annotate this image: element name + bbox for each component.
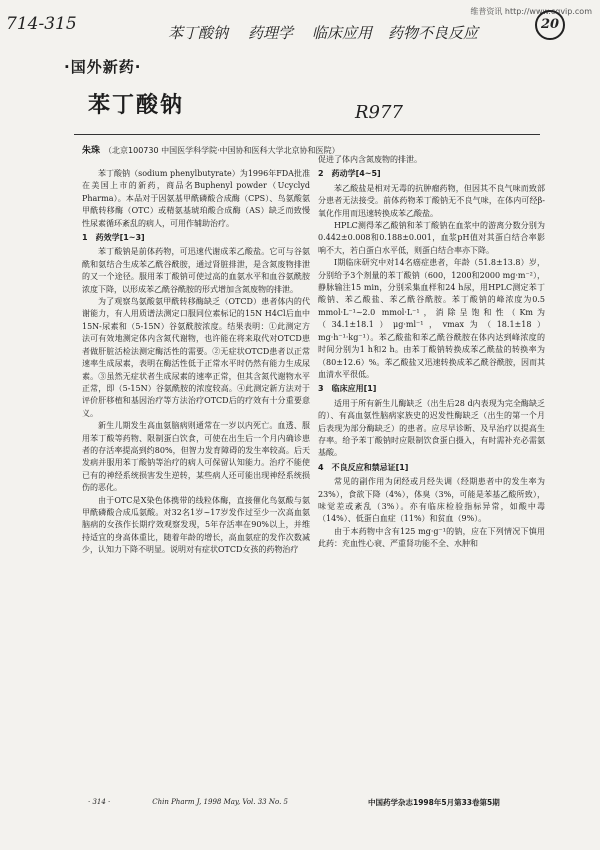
handwritten-keyword-2: 药理学 [248, 24, 294, 42]
handwritten-class-number: R977 [355, 102, 403, 123]
intro-paragraph: 苯丁酸钠（sodium phenylbutyrate）为1996年FDA批准在美国上市的新药，商品名Buphenyl powder（Ucyclyd Pharma）。本品对于因氨基甲酰磷酸合成酶（CPS）、鸟氨酸氨甲酰转移酶（OTC）或精氨基琥珀酸合成酶（AS）缺乏而致慢性尿素循环紊乱的病人，可用作辅助治疗。 [82, 169, 310, 228]
handwritten-code: 714-315 [6, 14, 77, 34]
footer-left: · 314 · Chin Pharm J, 1998 May, Vol. 33 No. 5 [88, 798, 288, 806]
author-line [82, 143, 340, 156]
heading-clinical-use: 3 临床应用[1] [318, 384, 377, 394]
author-name: 朱珠 [82, 146, 101, 156]
heading-pharmacodynamics: 1 药效学[1~3] [82, 233, 145, 243]
watermark: 维普资讯 http://www.cqvip.com [470, 7, 592, 16]
section-heading: ·国外新药· [64, 58, 142, 76]
paragraph: 促进了体内含氮废物的排泄。 [318, 155, 422, 164]
paragraph: Ⅰ期临床研究中对14名癌症患者，年龄（51.8±13.8）岁，分别给予3个剂量的苯丁酸钠（600，1200和2000 mg·m⁻²），静脉输注15 min，分别采集血样和24 h尿，用HPLC测定苯丁酸钠、苯乙酸盐、苯乙酰谷酰胺。苯丁酸钠的峰浓度为0.5 mmol·L⁻¹~2.0 mmol·L⁻¹，消除呈饱和性（Km为（34.1±18.1）μg·ml⁻¹，vmax为（18.1±18）mg·h⁻¹·kg⁻¹）。苯乙酸盐和苯乙酰谷酰胺在体内达到峰浓度的时间分别为1 h和2 h。由苯丁酸钠转换成苯乙酰盐的转换率为（80±12.6）%。苯乙酸盐又迅速转换成苯乙酰谷酰胺，因而其血清水平很低。 [318, 258, 545, 379]
paragraph: HPLC测得苯乙酸钠和苯丁酸钠在血浆中的游离分数分别为0.442±0.008和0.188±0.001，血浆pH值对其蛋白结合率影响不大，若白蛋白水平低，则蛋白结合率亦下降。 [318, 221, 545, 255]
article-title: 苯丁酸钠 [88, 93, 185, 118]
paragraph: 苯乙酸盐是相对无毒的抗肿瘤药物，但因其不良气味而致部分患者无法接受。前体药物苯丁酸钠无不良气味，在体内可经β-氧化作用而迅速转换成苯乙酸盐。 [318, 183, 545, 218]
paragraph: 苯丁酸钠是前体药物，可迅速代谢成苯乙酸盐。它可与谷氨酰和氨结合生成苯乙酰谷酰胺，通过肾脏排泄，是含氮废物排泄的又一个途径。服用苯丁酸钠可使过高的血氨水平和血谷氨酰胺浓度下降，以形成苯乙酰谷酰胺的形式增加含氮废物的排泄。 [82, 247, 310, 294]
paragraph: 适用于所有新生儿酶缺乏（出生后28 d内表现为完全酶缺乏的）、有高血氨性脑病家族史的迟发性酶缺乏（出生的第一个月后表现为部分酶缺乏）的患者。应尽早诊断、及早治疗以提高生存率。给予苯丁酸钠时应限制饮食蛋白摄入，有时需补充必需氨基酸。 [318, 398, 545, 458]
heading-pharmacokinetics: 2 药动学[4~5] [318, 169, 381, 179]
handwritten-page-number: 20 [535, 10, 565, 40]
title-rule [74, 134, 540, 135]
right-column [318, 154, 545, 551]
heading-adverse-effects: 4 不良反应和禁忌证[1] [318, 462, 409, 472]
paragraph: 常见的副作用为闭经或月经失调（经期患者中的发生率为23%），食欲下降（4%），体臭（3%，可能是苯基乙酸所致），味觉差或紊乱（3%）。亦有临床检验指标异常，如酸中毒（14%）、低蛋白血症（11%）和贫血（9%）。 [318, 477, 545, 524]
handwritten-keyword-1: 苯丁酸钠 [168, 24, 229, 42]
footer-right: 中国药学杂志1998年5月第33卷第5期 [368, 798, 500, 807]
paragraph: 新生儿期发生高血氨脑病则通常在一岁以内死亡。血透、服用苯丁酸等药物、限制蛋白饮食，可使在出生后一个月内确诊患者的存活率提高到约80%，但智力发育障碍的发生率较高。后天发病并服用苯丁酸钠等治疗的病人可保留认知能力。治疗不能使已有的神经系统损害发生逆转，某些病人还可能出现神经系统损伤的恶化。 [82, 421, 310, 493]
paragraph: 由于本药物中含有125 mg·g⁻¹的钠，应在下列情况下慎用此药：充血性心衰、严重肾功能不全、水肿和 [318, 526, 545, 549]
author-affiliation: （北京100730 中国医学科学院·中国协和医科大学北京协和医院） [104, 146, 340, 155]
handwritten-keyword-3: 临床应用 [312, 24, 373, 42]
paragraph: 由于OTC是X染色体携带的线粒体酶，直接催化鸟氨酸与氨甲酰磷酸合成瓜氨酸。对32名1岁~17岁发作过至少一次高血氨脑病的女孩作长期疗效观察发现，5年存活率在90%以上，并维持适宜的身高体重比，随着年龄的增长，高血氨症的发作次数减少，认知力下降不明显。说明对有症状OTCD女孩的药物治疗 [82, 495, 310, 555]
left-column [82, 168, 310, 557]
paragraph: 为了观察鸟氨酸氨甲酰转移酶缺乏（OTCD）患者体内的代谢能力，有人用质谱法测定口服同位素标记的15N H4Cl后血中15N-尿素和（5-15N）谷氨酰胺浓度。结果表明：①此测定方法可有效地测定体内含氮代谢物，也许能在将来取代对OTCD患者做肝脏活检法测定酶活性的需要。②无症状OTCD患者以正常速率生成尿素，表明在酶活性低于正常水平时仍然有能力生成尿素。③虽然无症状者生成尿素的速率正常，但其含氮代谢物水平正常，即（5-15N）谷氨酰胺的浓度较高。④此测定新方法对于评价肝移植和基因治疗等方法治疗OTCD后的疗效有十分重要意义。 [82, 297, 310, 418]
handwritten-keyword-4: 药物不良反应 [388, 24, 479, 42]
